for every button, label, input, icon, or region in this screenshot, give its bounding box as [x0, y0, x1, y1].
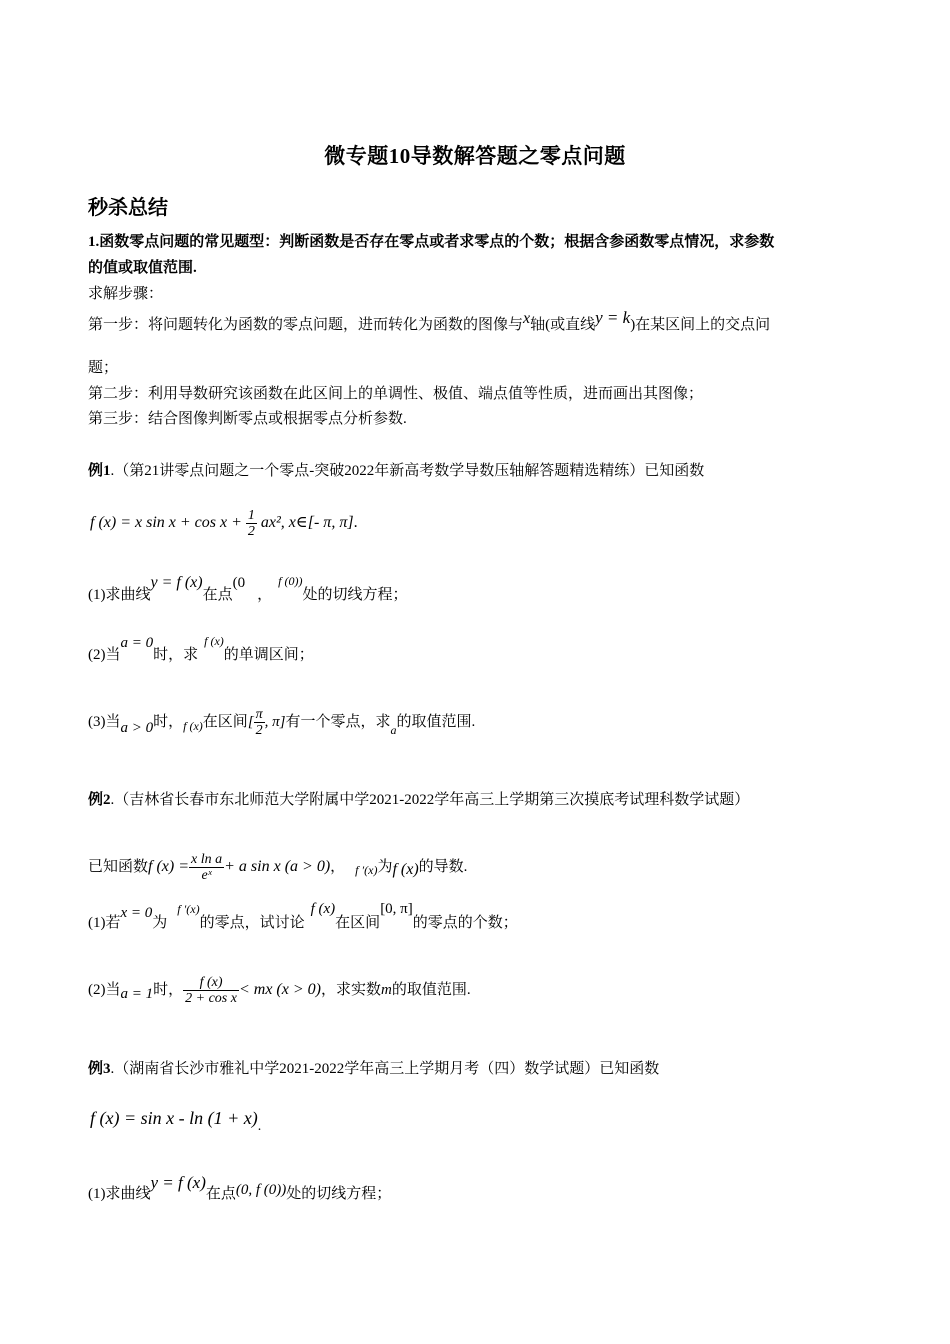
example-3-label: 例3	[88, 1061, 111, 1077]
step-1	[88, 308, 864, 335]
ex2-f-lhs: f (x) =	[148, 857, 190, 875]
example-2-intro	[88, 790, 864, 810]
ex2-fp: f ′(x)	[355, 862, 378, 877]
ex1-q3-a: (3)当	[88, 713, 121, 730]
ex1-q3-frac	[254, 707, 265, 738]
ex1-frac	[246, 508, 257, 539]
ex2-q2	[88, 975, 864, 1006]
ex2-q1-fp: f ′(x)	[177, 902, 200, 916]
ex2-sep: ，	[330, 858, 346, 875]
example-2-label: 例2	[88, 792, 111, 808]
ex1-q3-pi: π	[255, 707, 263, 722]
summary-line-1: 1.函数零点问题的常见题型：判断函数是否存在零点或者求零点的个数；根据含参函数零点情况，求参数	[88, 234, 775, 250]
step-1-text-c: )在某区间上的交点问	[630, 317, 771, 333]
ex2-q1-b: 为	[152, 915, 168, 931]
ex1-func-a: f (x) = x sin x + cos x +	[90, 514, 242, 532]
step-1-eq: y = k	[595, 308, 631, 327]
example-3-intro	[88, 1059, 864, 1079]
ex2-q2-num: f (x)	[183, 975, 239, 991]
ex2-deriv: 的导数.	[418, 858, 468, 875]
ex3-func-end: .	[257, 1119, 262, 1134]
step-2: 第二步：利用导数研究该函数在此区间上的单调性、极值、端点值等性质，进而画出其图像；	[88, 386, 704, 402]
ex1-q1-pt-b: f (0))	[278, 574, 303, 588]
ex2-frac-num: x ln a	[191, 852, 223, 867]
ex1-q3-two: 2	[255, 723, 263, 738]
ex1-q3-f: f (x)	[183, 718, 203, 733]
ex2-q1-eq: x = 0	[120, 905, 153, 921]
ex1-q1-b: 在点	[202, 587, 233, 603]
ex2-fx: f (x)	[392, 860, 419, 878]
example-3-source: .（湖南省长沙市雅礼中学2021-2022学年高三上学期月考（四）数学试题）已知函数	[110, 1061, 660, 1077]
ex1-q3-b: 时，	[153, 713, 184, 730]
step-1-text-a: 第一步：将问题转化为函数的零点问题，进而转化为函数的图像与	[88, 317, 524, 333]
ex1-q2-f: f (x)	[204, 634, 224, 648]
ex1-q3-d: 有一个零点，求	[285, 713, 391, 730]
ex2-wei: 为	[377, 858, 393, 875]
ex2-q2-a: (2)当	[88, 981, 121, 998]
ex1-q2-a: (2)当	[88, 647, 121, 663]
ex1-q3-int-l: [	[247, 713, 254, 730]
ex1-func-b: ax², x∈[- π, π]	[260, 514, 354, 532]
ex2-frac-den: eˣ	[201, 868, 212, 883]
ex3-func: f (x) = sin x - ln (1 + x)	[90, 1108, 258, 1128]
step-1-x: x	[523, 310, 531, 327]
ex3-q1-b: 在点	[205, 1186, 236, 1202]
ex1-q1-a: (1)求曲线	[88, 587, 151, 603]
ex1-q3-e: 的取值范围.	[396, 713, 476, 730]
ex2-q1-d: 在区间	[335, 915, 381, 931]
ex3-q1-a: (1)求曲线	[88, 1186, 151, 1202]
section-heading: 秒杀总结	[88, 197, 168, 219]
summary-line-2: 的值或取值范围.	[88, 260, 197, 276]
ex2-q2-frac	[183, 975, 239, 1006]
ex1-q1-pt-a: (0	[232, 575, 246, 591]
ex1-q3	[88, 707, 864, 738]
ex1-q3-a-var: a	[390, 722, 397, 737]
step-1-text-b: 轴(或直线	[530, 317, 596, 333]
ex2-q2-den: 2 + cos x	[185, 991, 237, 1006]
ex1-q2-c: 的单调区间；	[223, 647, 314, 663]
steps-label: 求解步骤：	[88, 286, 164, 302]
ex2-q2-m: m	[381, 981, 392, 998]
ex2-frac	[189, 852, 224, 883]
ex1-frac-den: 2	[247, 524, 255, 539]
example-1-source: .（第21讲零点问题之一个零点-突破2022年新高考数学导数压轴解答题精选精练）已知函数	[110, 463, 705, 479]
ex2-q1	[88, 901, 864, 933]
ex2-q2-rhs: < mx (x > 0)	[238, 980, 321, 998]
example-3-function	[90, 1108, 262, 1134]
ex1-q1-comma: ，	[257, 587, 273, 603]
ex2-q1-a: (1)若	[88, 915, 121, 931]
ex1-q2-eq: a = 0	[120, 635, 154, 651]
ex2-q1-int: [0, π]	[380, 901, 413, 917]
ex1-q3-eq: a > 0	[120, 719, 154, 736]
ex1-q1-c: 处的切线方程；	[302, 587, 408, 603]
ex2-q1-e: 的零点的个数；	[412, 915, 518, 931]
ex3-q1-c: 处的切线方程；	[286, 1186, 392, 1202]
page-title: 微专题10导数解答题之零点问题	[324, 144, 626, 168]
example-1-label: 例1	[88, 463, 111, 479]
ex1-func-end: .	[353, 514, 358, 532]
ex1-q3-int-r: , π]	[264, 713, 286, 730]
ex2-q1-f: f (x)	[310, 901, 336, 917]
example-1-function	[90, 508, 358, 539]
ex1-q1	[88, 574, 864, 605]
ex1-frac-num: 1	[247, 508, 255, 523]
example-1-intro	[88, 461, 864, 481]
ex2-q2-c: ，求实数	[320, 981, 381, 998]
ex3-q1-pt: (0, f (0))	[235, 1182, 287, 1198]
ex2-given	[88, 852, 864, 883]
ex1-q3-c: 在区间	[202, 713, 248, 730]
step-3: 第三步：结合图像判断零点或根据零点分析参数.	[88, 411, 407, 427]
ex1-q2	[88, 634, 864, 665]
ex1-q1-eq: y = f (x)	[150, 574, 203, 591]
ex2-q2-d: 的取值范围.	[391, 981, 471, 998]
step-1-cont: 题；	[88, 360, 119, 376]
ex3-q1-eq: y = f (x)	[150, 1173, 206, 1192]
ex2-given-text: 已知函数	[88, 858, 149, 875]
ex2-f-rhs: + a sin x (a > 0)	[224, 857, 331, 875]
example-2-source: .（吉林省长春市东北师范大学附属中学2021-2022学年高三上学期第三次摸底考试理科数学试题）	[110, 792, 750, 808]
ex2-q1-c: 的零点，试讨论	[199, 915, 305, 931]
ex2-q2-b: 时，	[153, 981, 184, 998]
ex2-q2-eq: a = 1	[120, 985, 154, 1002]
ex1-q2-b: 时，求	[153, 647, 199, 663]
ex3-q1	[88, 1173, 864, 1204]
